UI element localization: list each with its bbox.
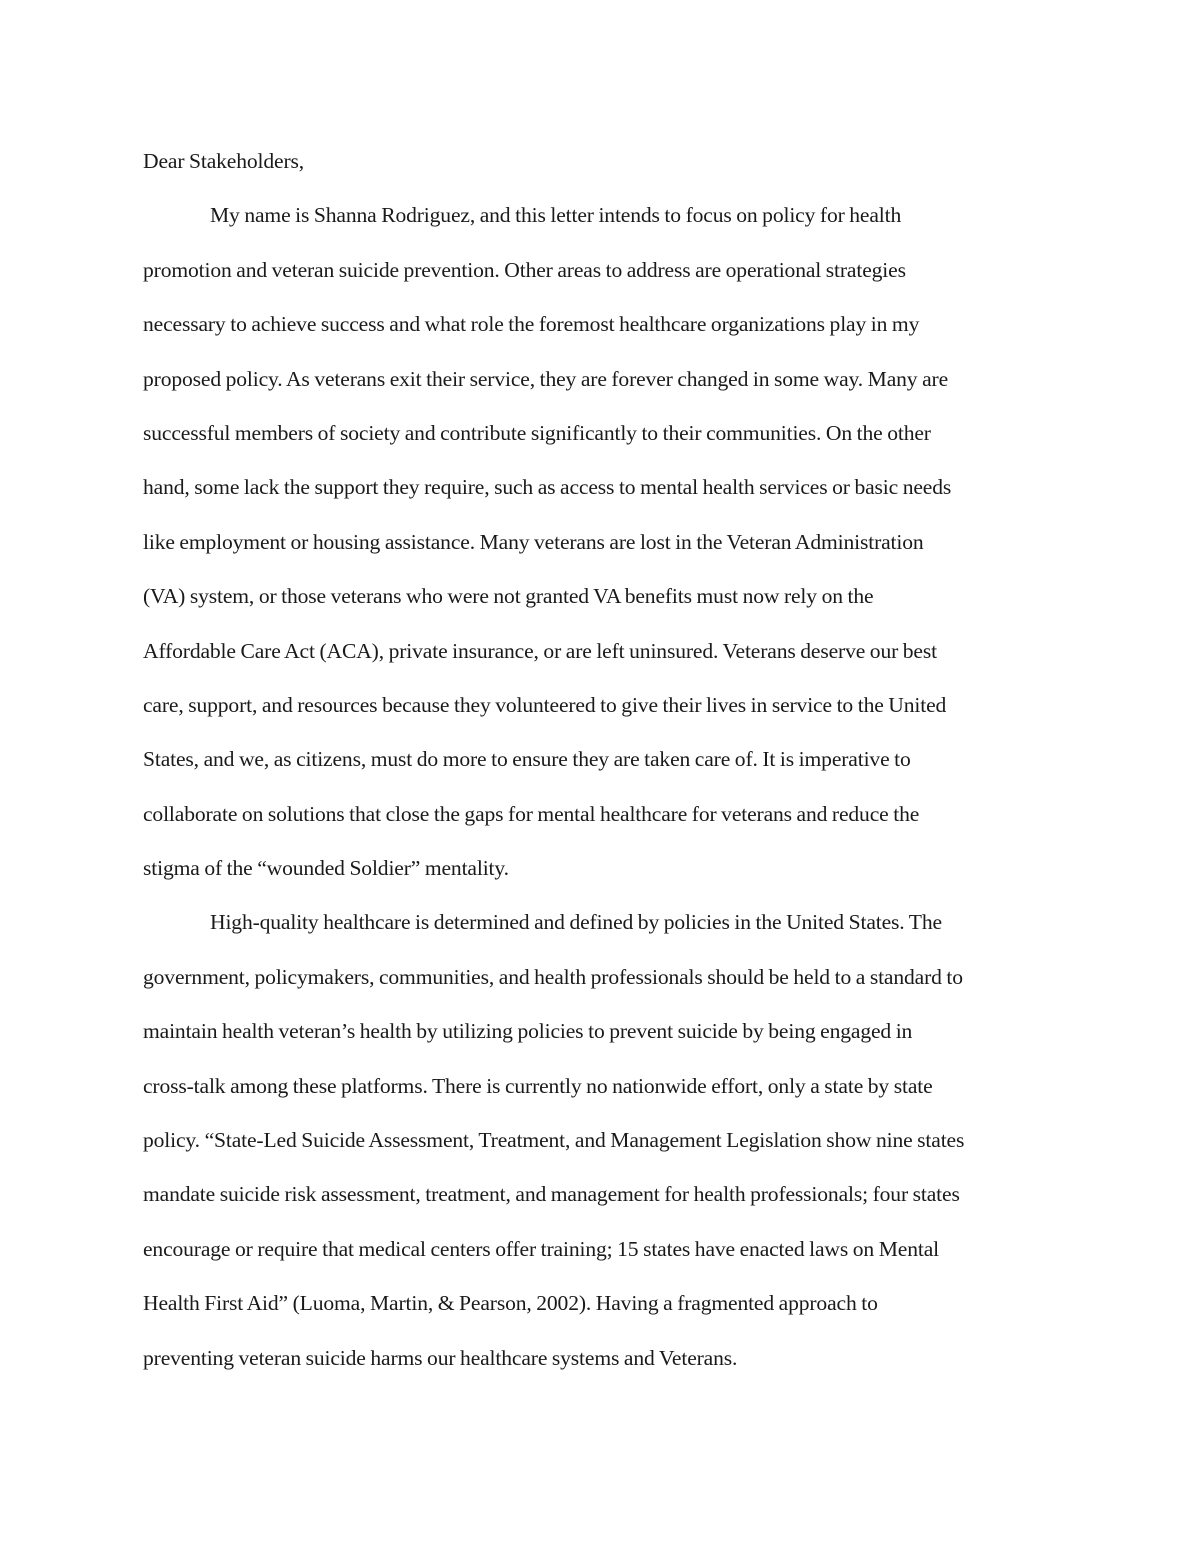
paragraph-line: collaborate on solutions that close the gaps for mental healthcare for veterans and reduce the [143, 801, 920, 826]
paragraph-line: cross-talk among these platforms. There is currently no nationwide effort, only a state by state [143, 1073, 933, 1098]
letter-body [143, 134, 1063, 1385]
paragraph-line: promotion and veteran suicide prevention. Other areas to address are operational strategies [143, 257, 906, 282]
paragraph-line: like employment or housing assistance. Many veterans are lost in the Veteran Administration [143, 529, 924, 554]
paragraph-2 [143, 895, 1063, 1385]
paragraph-line: High-quality healthcare is determined and defined by policies in the United States. The [210, 910, 942, 935]
paragraph-line: States, and we, as citizens, must do more to ensure they are taken care of. It is imperative to [143, 747, 911, 772]
paragraph-line: stigma of the “wounded Soldier” mentality. [143, 856, 509, 881]
paragraph-line: policy. “State-Led Suicide Assessment, Treatment, and Management Legislation show nine states [143, 1128, 965, 1153]
paragraph-line: encourage or require that medical centers offer training; 15 states have enacted laws on Mental [143, 1236, 939, 1261]
paragraph-line: mandate suicide risk assessment, treatment, and management for health professionals; four states [143, 1182, 960, 1207]
paragraph-1 [143, 188, 1063, 895]
paragraph-line: Health First Aid” (Luoma, Martin, & Pearson, 2002). Having a fragmented approach to [143, 1291, 878, 1316]
paragraph-line: maintain health veteran’s health by utilizing policies to prevent suicide by being engaged in [143, 1019, 913, 1044]
paragraph-line: necessary to achieve success and what role the foremost healthcare organizations play in my [143, 312, 920, 337]
paragraph-line: successful members of society and contribute significantly to their communities. On the other [143, 420, 931, 445]
salutation: Dear Stakeholders, [143, 149, 304, 173]
paragraph-line: preventing veteran suicide harms our healthcare systems and Veterans. [143, 1345, 738, 1370]
paragraph-line: government, policymakers, communities, and health professionals should be held to a standard to [143, 964, 963, 989]
paragraph-line: hand, some lack the support they require, such as access to mental health services or basic needs [143, 475, 952, 500]
paragraph-line: care, support, and resources because they volunteered to give their lives in service to the United [143, 692, 947, 717]
paragraph-line: My name is Shanna Rodriguez, and this letter intends to focus on policy for health [210, 203, 902, 228]
paragraph-line: proposed policy. As veterans exit their service, they are forever changed in some way. Many are [143, 366, 948, 391]
paragraph-line: (VA) system, or those veterans who were not granted VA benefits must now rely on the [143, 584, 874, 609]
paragraph-line: Affordable Care Act (ACA), private insurance, or are left uninsured. Veterans deserve our best [143, 638, 937, 663]
